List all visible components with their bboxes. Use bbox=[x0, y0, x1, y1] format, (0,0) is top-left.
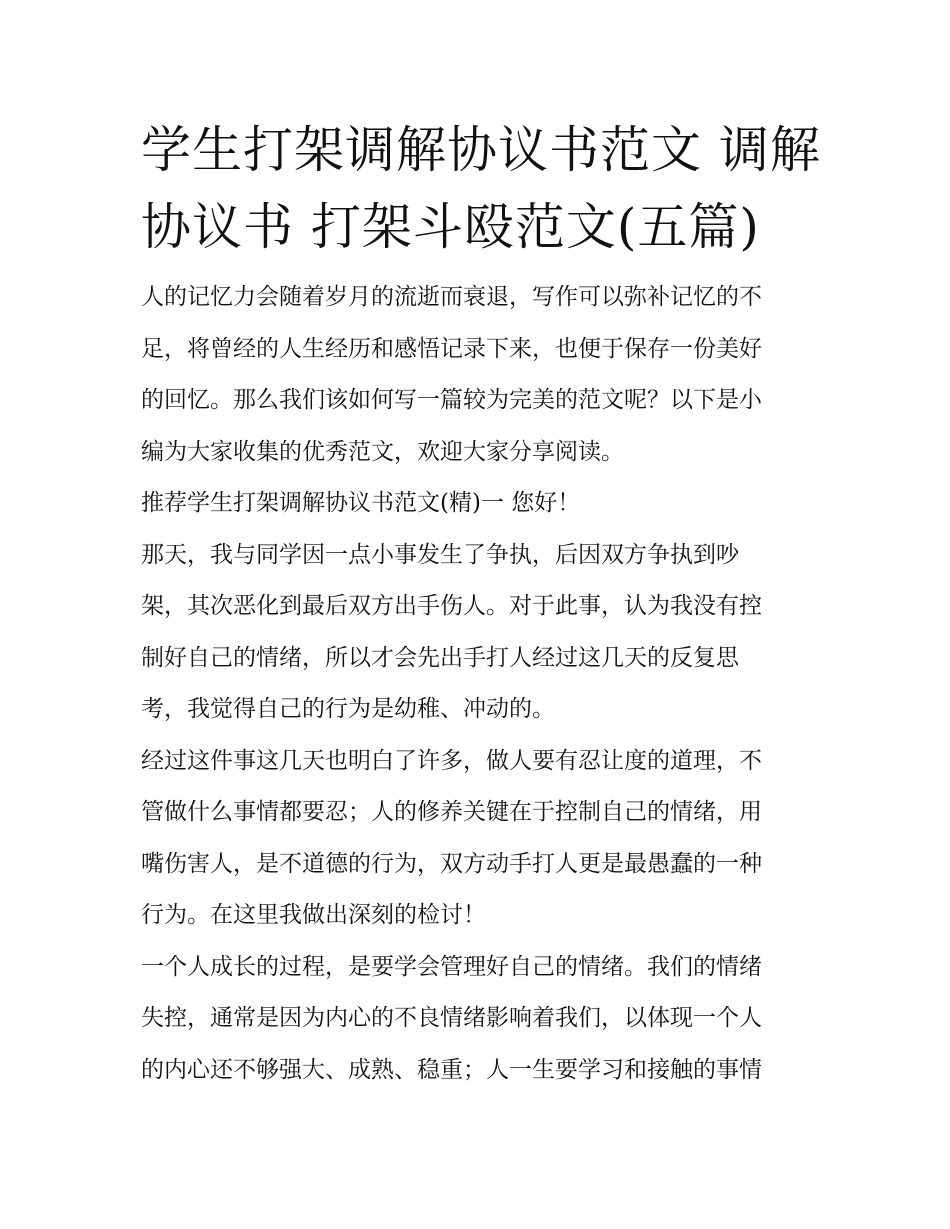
text-line: 编为大家收集的优秀范文，欢迎大家分享阅读。 bbox=[141, 438, 624, 465]
intro-paragraph bbox=[141, 272, 813, 478]
text-line: 管做什么事情都要忍；人的修养关键在于控制自己的情绪，用 bbox=[141, 799, 762, 825]
body-paragraph bbox=[141, 942, 813, 1097]
title-line: 协议书 打架斗殴范文(五篇) bbox=[141, 198, 760, 256]
text-line: 的内心还不够强大、成熟、稳重；人一生要学习和接触的事情 bbox=[141, 1056, 762, 1083]
body-paragraph bbox=[141, 736, 813, 942]
document-body bbox=[141, 272, 813, 1096]
text-line: 制好自己的情绪，所以才会先出手打人经过这几天的反复思 bbox=[141, 644, 739, 671]
text-line: 人的记忆力会随着岁月的流逝而衰退，写作可以弥补记忆的不 bbox=[141, 284, 762, 310]
text-line: 架，其次恶化到最后双方出手伤人。对于此事，认为我没有控 bbox=[141, 593, 762, 619]
text-line: 经过这件事这几天也明白了许多，做人要有忍让度的道理，不 bbox=[141, 747, 762, 774]
document-content bbox=[141, 112, 821, 1096]
document-title bbox=[141, 112, 821, 266]
text-line: 考，我觉得自己的行为是幼稚、冲动的。 bbox=[141, 696, 555, 722]
text-line: 的回忆。那么我们该如何写一篇较为完美的范文呢？以下是小 bbox=[141, 387, 762, 413]
section-heading bbox=[141, 478, 813, 530]
text-line: 行为。在这里我做出深刻的检讨！ bbox=[141, 902, 486, 928]
text-line: 一个人成长的过程，是要学会管理好自己的情绪。我们的情绪 bbox=[141, 953, 762, 980]
text-line: 嘴伤害人，是不道德的行为，双方动手打人更是最愚蠢的一种 bbox=[141, 850, 762, 877]
text-line: 失控，通常是因为内心的不良情绪影响着我们，以体现一个人 bbox=[141, 1005, 762, 1031]
title-line: 学生打架调解协议书范文 调解 bbox=[141, 121, 821, 179]
body-paragraph bbox=[141, 530, 813, 736]
text-line: 推荐学生打架调解协议书范文(精)一 您好！ bbox=[141, 490, 581, 516]
text-line: 足，将曾经的人生经历和感悟记录下来，也便于保存一份美好 bbox=[141, 335, 762, 362]
text-line: 那天，我与同学因一点小事发生了争执，后因双方争执到吵 bbox=[141, 541, 739, 568]
